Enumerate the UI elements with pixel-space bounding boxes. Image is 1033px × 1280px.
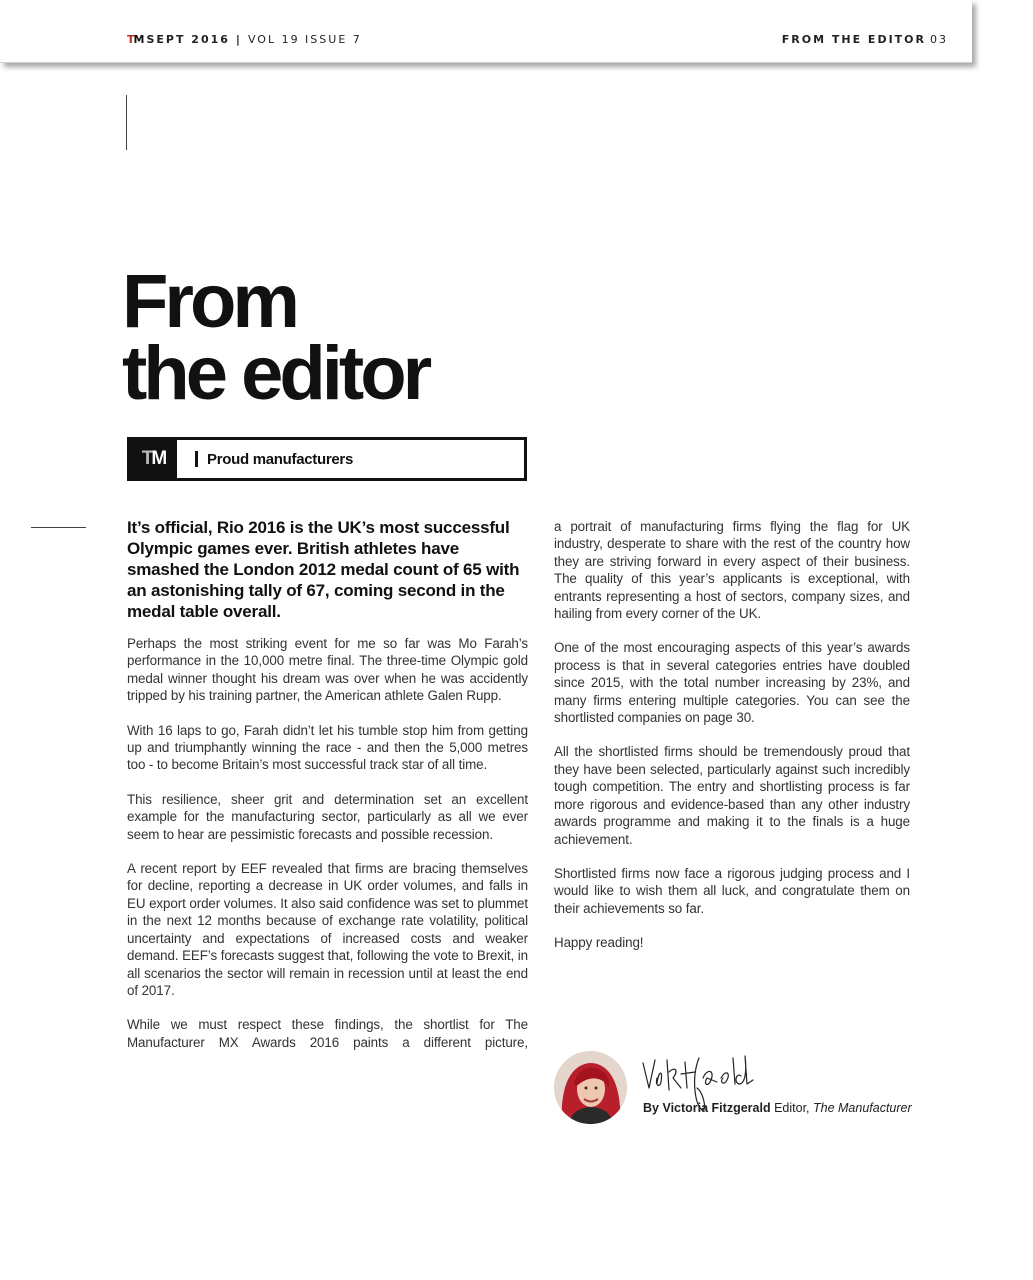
issue-date: SEPT 2016: [146, 33, 230, 46]
title-line-2: the editor: [122, 331, 429, 416]
article-column-right: [554, 518, 910, 969]
section-info: [782, 33, 948, 46]
byline: [643, 1101, 912, 1115]
author-role: Editor,: [774, 1101, 810, 1115]
horizontal-rule: [31, 527, 86, 528]
article-paragraph: Perhaps the most striking event for me so far was Mo Farah’s performance in the 10,000 metre final. The three-time Olympic gold medal winner thought his dream was over when he was accidently tripped by his training partner, the American athlete Galen Rupp.: [127, 636, 528, 704]
category-bar: [195, 451, 198, 467]
article-paragraph: All the shortlisted firms should be tremendously proud that they have been selected, particularly against such incredibly tough competition. The entry and shortlisting process is far more rigorous and evidence-based than any other industry awards programme and making it to the finals is a huge achievement.: [554, 744, 910, 847]
author-name: By Victoria Fitzgerald: [643, 1101, 771, 1115]
editor-portrait-icon: [554, 1051, 627, 1124]
article-paragraph: While we must respect these findings, the shortlist for The Manufacturer MX Awards 2016 paints a different picture,: [127, 1017, 528, 1050]
issue-info: [127, 33, 362, 46]
header-separator: |: [235, 33, 242, 46]
page-header: [0, 0, 972, 63]
section-name: FROM THE EDITOR: [781, 33, 926, 46]
page-title: [122, 259, 429, 416]
tm-logo: T M: [130, 440, 177, 478]
article-paragraph: This resilience, sheer grit and determination set an excellent example for the manufacturing sector, particularly as all we ever seem to hear are pessimistic forecasts and possible recession.: [127, 791, 528, 842]
article-lead: It’s official, Rio 2016 is the UK’s most successful Olympic games ever. British athletes have smashed the London 2012 medal count of 65 with an astonishing tally of 67, coming second in the medal table overall.: [127, 518, 520, 621]
category-box: [127, 437, 527, 481]
title-line-1: From: [122, 259, 296, 344]
editor-avatar: [554, 1051, 627, 1124]
vertical-rule: [126, 95, 127, 150]
article-paragraph: a portrait of manufacturing firms flying the flag for UK industry, desperate to share with the rest of the country how they are striving forward in every aspect of their business. The quality of this year’s applicants is exceptional, with entrants representing a host of sectors, company sizes, and hailing from every corner of the UK.: [554, 519, 910, 622]
article-paragraph: One of the most encouraging aspects of this year’s awards process is that in several categories entries have doubled since 2015, with the total number increasing by 23%, and many firms entering multiple categories. You can see the shortlisted companies on page 30.: [554, 640, 910, 726]
article-paragraph: A recent report by EEF revealed that firms are bracing themselves for decline, reporting a decrease in UK order volumes, and falls in EU export order volumes. It also said confidence was set to plummet in the next 12 months because of exchange rate volatility, political uncertainty and expectations of increased costs and weaker demand. EEF’s forecasts suggest that, following the vote to Brexit, in all scenarios the sector will remain in recession until at least the end of 2017.: [127, 861, 528, 998]
tm-logo-small: TM: [127, 33, 144, 46]
category-label: Proud manufacturers: [207, 451, 353, 468]
article-column-left: [127, 517, 528, 1051]
issue-volume: VOL 19 ISSUE 7: [247, 33, 362, 46]
article-paragraph: Happy reading!: [554, 935, 644, 951]
article-paragraph: Shortlisted firms now face a rigorous judging process and I would like to wish them all luck, and congratulate them on their achievements so far.: [554, 865, 910, 916]
article-paragraph: With 16 laps to go, Farah didn’t let his tumble stop him from getting up and triumphantly winning the race - and then the 5,000 metres too - to become Britain’s most successful track star of all time.: [127, 722, 528, 773]
page-number: 03: [930, 33, 948, 46]
publication-name: The Manufacturer: [813, 1101, 912, 1115]
